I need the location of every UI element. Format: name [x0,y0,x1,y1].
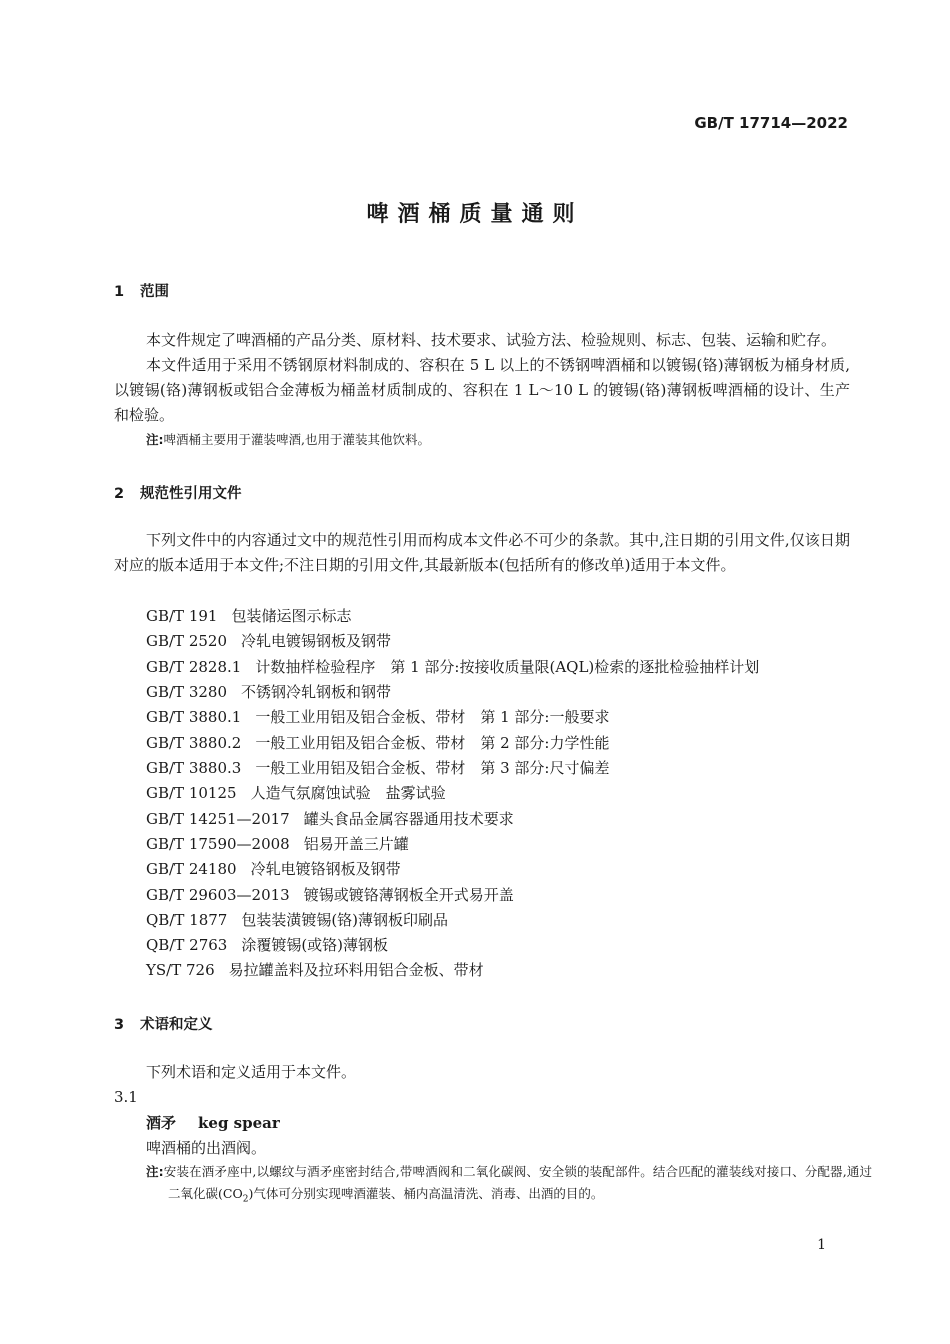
document-title: 啤酒桶质量通则 [366,202,584,227]
reference-item [146,934,388,955]
reference-title: 计数抽样检验程序 第 1 部分:按接收质量限(AQL)检索的逐批检验抽样计划 [255,658,760,676]
reference-item [146,605,351,626]
reference-code: GB/T 24180 [146,860,237,878]
standard-number: GB/T 17714—2022 [694,114,848,132]
section-number: 1 [114,284,125,300]
reference-code: GB/T 3880.3 [146,759,242,777]
reference-title: 包装储运图示标志 [231,607,352,625]
section-1-heading [114,280,169,301]
page-number: 1 [817,1237,826,1253]
term-number: 3.1 [114,1088,138,1106]
reference-title: 包装装潢镀锡(铬)薄钢板印刷品 [241,911,449,929]
reference-title: 铝易开盖三片罐 [303,835,409,853]
reference-title: 一般工业用铝及铝合金板、带材 第 1 部分:一般要求 [255,708,610,726]
reference-item [146,630,391,651]
reference-item [146,681,391,702]
section-title: 术语和定义 [140,1017,213,1033]
note-text: 安装在酒矛座中,以螺纹与酒矛座密封结合,带啤酒阀和二氧化碳阀、安全锁的装配部件。结合匹配的灌装线对接口、分配器,通过二氧化碳(CO [163,1164,872,1201]
reference-code: QB/T 2763 [146,936,228,954]
reference-title: 冷轧电镀锡钢板及钢带 [241,632,392,650]
section-1-paragraph-2: 本文件适用于采用不锈钢原材料制成的、容积在 5 L 以上的不锈钢啤酒桶和以镀锡(铬)薄钢板为桶身材质,以镀锡(铬)薄钢板或铝合金薄板为桶盖材质制成的、容积在 1 L～10 L 的镀锡(铬)薄钢板啤酒桶的设计、生产和检验。 [114,356,850,424]
term-name-zh: 酒矛 [146,1114,177,1132]
reference-item [146,959,484,980]
reference-title: 涂覆镀锡(或铬)薄钢板 [241,936,389,954]
reference-code: GB/T 2520 [146,632,228,650]
reference-code: GB/T 3880.1 [146,708,242,726]
reference-code: GB/T 17590—2008 [146,835,290,853]
note-text-end: )气体可分别实现啤酒灌装、桶内高温清洗、消毒、出酒的目的。 [248,1186,604,1201]
reference-code: YS/T 726 [146,961,215,979]
term-note [146,1161,872,1211]
section-title: 规范性引用文件 [140,486,242,502]
reference-item [146,909,448,930]
reference-item [146,706,609,727]
reference-item [146,656,759,677]
reference-item [146,808,514,829]
reference-title: 不锈钢冷轧钢板和钢带 [241,683,392,701]
section-3-paragraph-1: 下列术语和定义适用于本文件。 [146,1063,357,1081]
reference-code: GB/T 191 [146,607,218,625]
reference-code: GB/T 3880.2 [146,734,242,752]
term-entry [146,1111,280,1136]
reference-item [146,757,609,778]
term-definition: 啤酒桶的出酒阀。 [146,1139,267,1157]
reference-code: GB/T 10125 [146,784,237,802]
reference-item [146,858,401,879]
section-1-note [146,429,430,451]
note-label: 注: [146,1164,164,1179]
section-number: 2 [114,486,125,502]
reference-code: QB/T 1877 [146,911,228,929]
reference-code: GB/T 3280 [146,683,228,701]
reference-title: 人造气氛腐蚀试验 盐雾试验 [250,784,446,802]
section-2-heading [114,482,242,503]
reference-title: 易拉罐盖料及拉环料用铝合金板、带材 [228,961,484,979]
note-label: 注: [146,432,164,447]
reference-title: 罐头食品金属容器通用技术要求 [303,810,514,828]
reference-item [146,884,514,905]
section-1-paragraph-1: 本文件规定了啤酒桶的产品分类、原材料、技术要求、试验方法、检验规则、标志、包装、运输和贮存。 [146,331,837,349]
reference-code: GB/T 29603—2013 [146,886,290,904]
note-text: 啤酒桶主要用于灌装啤酒,也用于灌装其他饮料。 [163,432,430,447]
section-3-heading [114,1013,213,1034]
section-2-paragraph-1: 下列文件中的内容通过文中的规范性引用而构成本文件必不可少的条款。其中,注日期的引用文件,仅该日期对应的版本适用于本文件;不注日期的引用文件,其最新版本(包括所有的修改单)适用于本文件。 [114,531,850,574]
note-subscript: 2 [242,1194,249,1205]
term-name-en: keg spear [198,1114,280,1132]
reference-code: GB/T 2828.1 [146,658,242,676]
section-title: 范围 [140,284,169,300]
reference-title: 一般工业用铝及铝合金板、带材 第 2 部分:力学性能 [255,734,610,752]
reference-title: 镀锡或镀铬薄钢板全开式易开盖 [303,886,514,904]
reference-code: GB/T 14251—2017 [146,810,290,828]
reference-item [146,732,609,753]
reference-title: 一般工业用铝及铝合金板、带材 第 3 部分:尺寸偏差 [255,759,610,777]
section-number: 3 [114,1017,125,1033]
reference-title: 冷轧电镀铬钢板及钢带 [250,860,401,878]
reference-item [146,782,446,803]
reference-item [146,833,409,854]
